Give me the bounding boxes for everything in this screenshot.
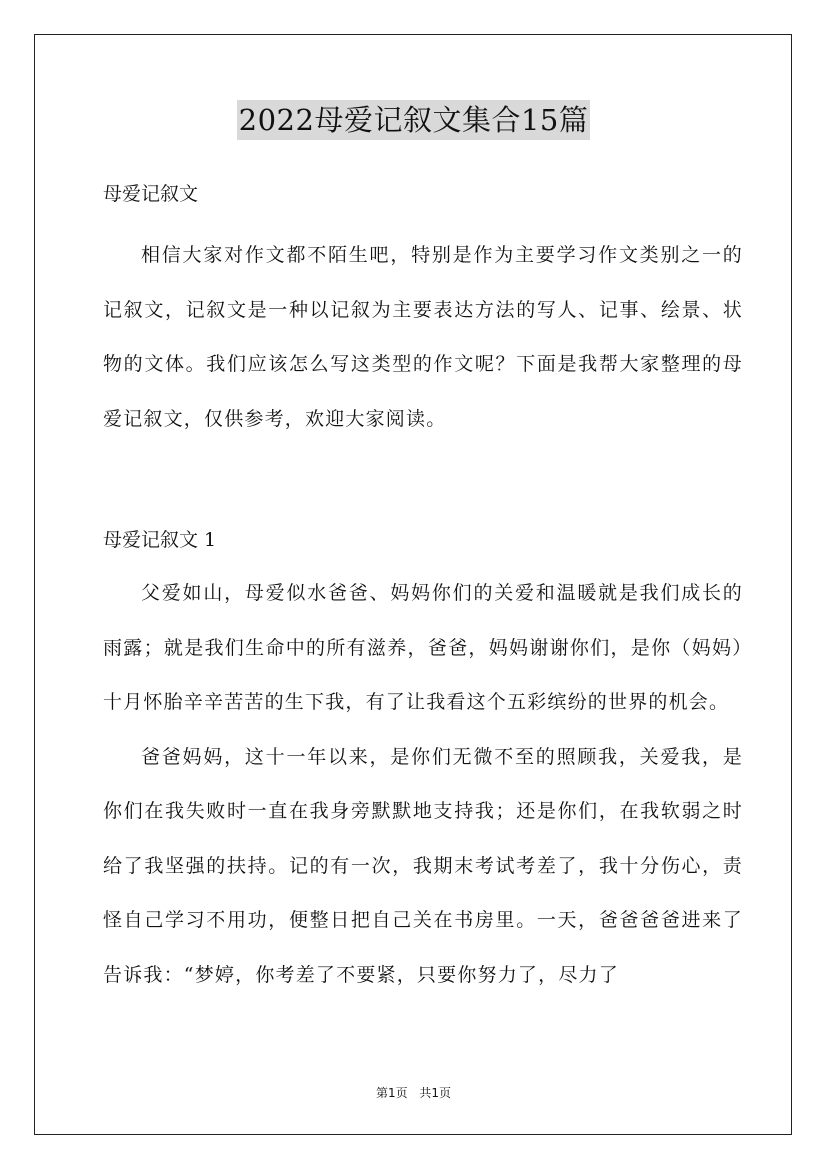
essay-paragraph-1: 父爱如山，母爱似水爸爸、妈妈你们的关爱和温暖就是我们成长的雨露；就是我们生命中的所有滋养，爸爸，妈妈谢谢你们，是你（妈妈）十月怀胎辛辛苦苦的生下我，有了让我看这个五彩缤纷的世界的机会。	[103, 582, 743, 713]
section-heading: 母爱记叙文	[103, 183, 199, 205]
page-footer	[0, 1084, 827, 1101]
document-body	[103, 168, 743, 1002]
page-number: 第1页	[375, 1086, 408, 1100]
page-total: 共1页	[419, 1086, 452, 1100]
essay-paragraph-2: 爸爸妈妈，这十一年以来，是你们无微不至的照顾我，关爱我，是你们在我失败时一直在我身旁默默地支持我；还是你们，在我软弱之时给了我坚强的扶持。记的有一次，我期末考试考差了，我十分伤心，责怪自己学习不用功，便整日把自己关在书房里。一天，爸爸爸爸进来了告诉我：“梦婷，你考差了不要紧，只要你努力了，尽力了	[103, 745, 743, 986]
intro-paragraph: 相信大家对作文都不陌生吧，特别是作为主要学习作文类别之一的记叙文，记叙文是一种以记叙为主要表达方法的写人、记事、绘景、状物的文体。我们应该怎么写这类型的作文呢？下面是我帮大家整理的母爱记叙文，仅供参考，欢迎大家阅读。	[103, 244, 743, 430]
essay-heading: 母爱记叙文 1	[103, 529, 217, 551]
document-title: 2022母爱记叙文集合15篇	[237, 100, 591, 140]
title-container	[0, 100, 827, 140]
